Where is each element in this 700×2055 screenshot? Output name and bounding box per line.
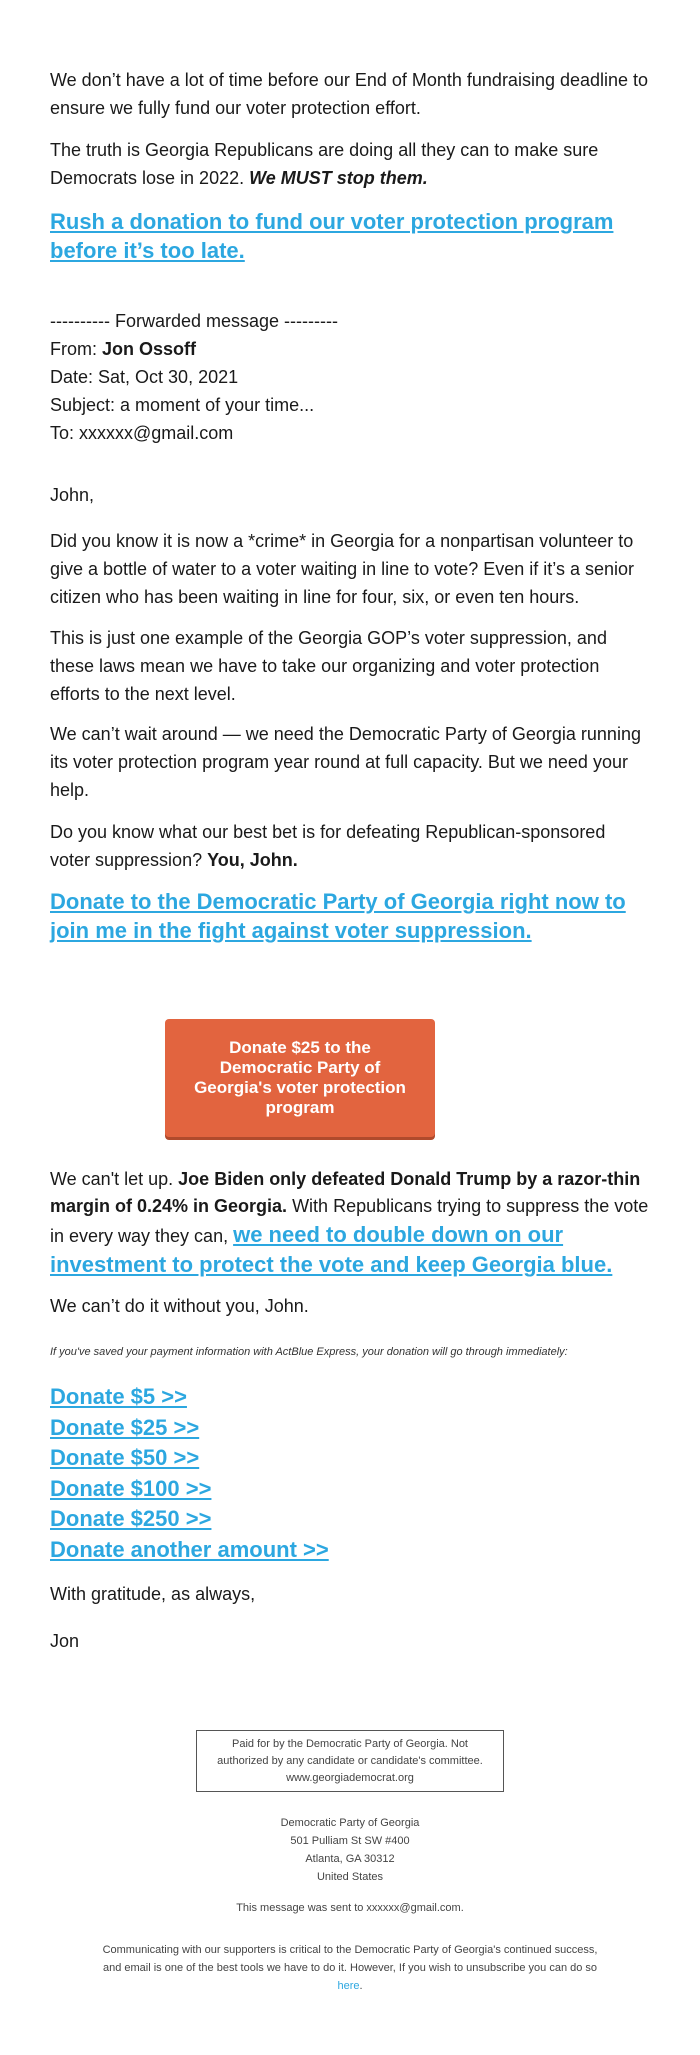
footer-org-name: Democratic Party of Georgia xyxy=(280,1817,420,1829)
footer-country: United States xyxy=(316,1871,384,1883)
body-paragraph-5-mid: With Republicans trying to suppress the vote in every way they can, xyxy=(50,1196,649,1246)
donate-250-link[interactable]: Donate $250 >> xyxy=(50,1506,212,1531)
double-down-link[interactable]: we need to double down on our investment to protect the vote and keep Georgia blue. xyxy=(50,1222,613,1277)
disclaimer-line-1: Paid for by the Democratic Party of Georgia. Not xyxy=(232,1738,468,1750)
body-paragraph-5 xyxy=(50,1166,650,1280)
forwarded-divider: ---------- Forwarded message --------- xyxy=(50,311,338,331)
donate-50-link[interactable]: Donate $50 >> xyxy=(50,1445,200,1470)
disclaimer-website: www.georgiademocrat.org xyxy=(286,1772,414,1784)
body-paragraph-4 xyxy=(50,818,650,874)
body-paragraph-2: This is just one example of the Georgia GOP’s voter suppression, and these laws mean we have to take our organizing and voter protection efforts to the next level. xyxy=(50,628,607,704)
footer-street: 501 Pulliam St SW #400 xyxy=(290,1835,410,1847)
donate-link-list xyxy=(50,1382,650,1565)
intro-paragraph-1: We don’t have a lot of time before our End of Month fundraising deadline to ensure we fully fund our voter protection effort. xyxy=(50,70,649,118)
forwarded-to: To: xxxxxx@gmail.com xyxy=(50,423,234,443)
signature: Jon xyxy=(50,1631,80,1651)
forwarded-from xyxy=(50,335,650,363)
donate-25-button[interactable]: Donate $25 to the Democratic Party of Georgia's voter protection program xyxy=(165,1019,435,1137)
footer-unsubscribe-text xyxy=(100,1941,600,1995)
donate-100-link[interactable]: Donate $100 >> xyxy=(50,1475,212,1501)
body-paragraph-1: Did you know it is now a *crime* in Georgia for a nonpartisan volunteer to give a bottle of water to a voter waiting in line to vote? Even if it’s a senior citizen who has been waiting in line for four, six, or even ten hours. xyxy=(50,531,634,607)
join-fight-link-block xyxy=(50,887,650,945)
intro-paragraph-2-emphasis: We MUST stop them. xyxy=(249,168,428,188)
from-name: Jon Ossoff xyxy=(102,339,197,359)
body-paragraph-5-bold: Joe Biden only defeated Donald Trump by a razor-thin margin of 0.24% in Georgia. xyxy=(50,1169,641,1216)
intro-donate-link-block xyxy=(50,207,650,265)
forwarded-subject: Subject: a moment of your time... xyxy=(50,395,315,415)
join-fight-donate-link[interactable]: Donate to the Democratic Party of Georgia right now to join me in the fight against voter suppression. xyxy=(50,889,626,943)
from-label: From: xyxy=(50,339,102,359)
greeting: John, xyxy=(50,485,95,505)
unsubscribe-link[interactable]: here xyxy=(337,1980,360,1992)
footer-city: Atlanta, GA 30312 xyxy=(305,1853,395,1865)
actblue-note: If you've saved your payment information with ActBlue Express, your donation will go through immediately: xyxy=(50,1346,568,1358)
forwarded-date: Date: Sat, Oct 30, 2021 xyxy=(50,367,239,387)
closing: With gratitude, as always, xyxy=(50,1584,256,1604)
body-paragraph-3: We can’t wait around — we need the Democratic Party of Georgia running its voter protection program year round at full capacity. But we need your help. xyxy=(50,724,641,800)
body-paragraph-4-lead: Do you know what our best bet is for defeating Republican-sponsored voter suppression? xyxy=(50,822,606,870)
donate-other-amount-link[interactable]: Donate another amount >> xyxy=(50,1536,329,1562)
donate-25-link[interactable]: Donate $25 >> xyxy=(50,1414,200,1440)
donate-5-link[interactable]: Donate $5 >> xyxy=(50,1384,187,1409)
intro-paragraph-2 xyxy=(50,136,650,192)
disclaimer-line-2: authorized by any candidate or candidate's committee. xyxy=(217,1755,483,1767)
unsubscribe-end: . xyxy=(359,1980,363,1992)
unsubscribe-message: Communicating with our supporters is critical to the Democratic Party of Georgia's continued success, and email is one of the best tools we have to do it. However, If you wish to unsubscribe you can do so xyxy=(102,1944,598,1974)
body-paragraph-4-bold: You, John. xyxy=(207,850,298,870)
footer-sent-to: This message was sent to xxxxxx@gmail.com. xyxy=(236,1902,464,1914)
forwarded-header xyxy=(50,307,650,447)
body-paragraph-6: We can’t do it without you, John. xyxy=(50,1296,309,1316)
paid-for-disclaimer-box xyxy=(196,1730,504,1792)
rush-donation-link[interactable]: Rush a donation to fund our voter protection program before it’s too late. xyxy=(50,209,614,263)
intro-paragraph-2-lead: The truth is Georgia Republicans are doing all they can to make sure Democrats lose in 2022. xyxy=(50,140,599,188)
footer-address xyxy=(100,1814,600,1886)
body-paragraph-5-lead: We can't let up. xyxy=(50,1169,179,1189)
